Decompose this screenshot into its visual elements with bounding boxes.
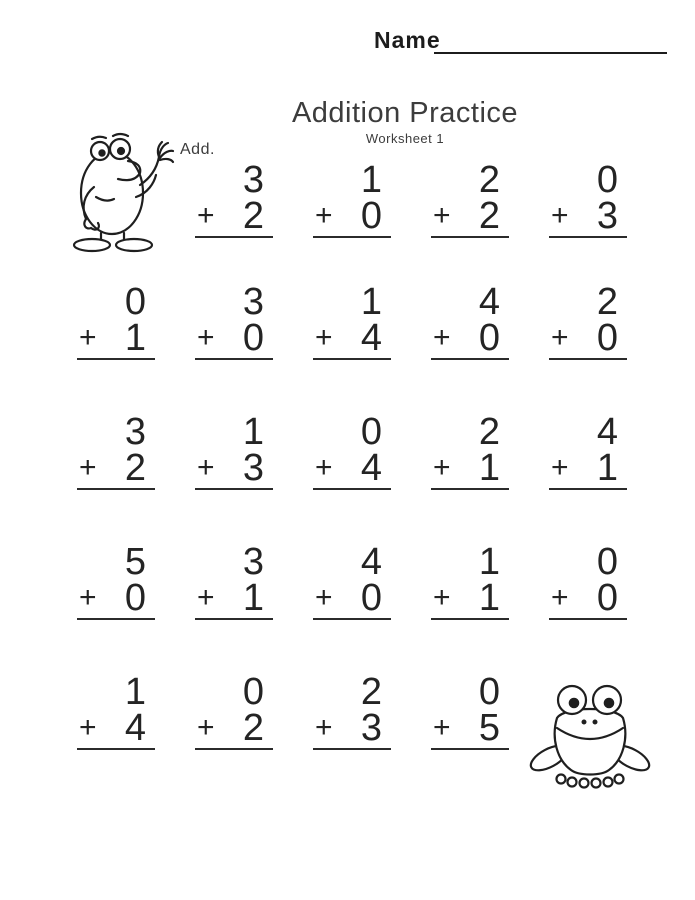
plus-sign: + <box>551 199 569 232</box>
addition-problem <box>549 281 627 360</box>
plus-sign: + <box>315 711 333 744</box>
bottom-addend-row <box>195 195 273 237</box>
bottom-addend: 4 <box>360 317 382 359</box>
bottom-addend-row <box>313 447 391 489</box>
top-addend: 0 <box>478 671 500 713</box>
top-addend: 3 <box>242 281 264 323</box>
addition-problem <box>77 541 155 620</box>
top-addend: 5 <box>124 541 146 583</box>
bottom-addend: 2 <box>242 195 264 237</box>
bottom-addend-row <box>431 707 509 749</box>
bottom-addend-row <box>431 447 509 489</box>
addition-problem <box>549 541 627 620</box>
plus-sign: + <box>315 321 333 354</box>
addition-problem <box>195 159 273 238</box>
addition-problem <box>195 411 273 490</box>
plus-sign: + <box>433 321 451 354</box>
plus-sign: + <box>197 451 215 484</box>
bottom-addend: 3 <box>242 447 264 489</box>
plus-sign: + <box>197 711 215 744</box>
bottom-addend: 2 <box>124 447 146 489</box>
bottom-addend-row <box>549 195 627 237</box>
bottom-addend: 0 <box>360 195 382 237</box>
addition-problem <box>549 159 627 238</box>
bottom-addend: 1 <box>478 447 500 489</box>
addition-problem <box>313 159 391 238</box>
plus-sign: + <box>79 581 97 614</box>
page-subtitle: Worksheet 1 <box>365 131 445 146</box>
page-title: Addition Practice <box>291 97 519 129</box>
top-addend: 2 <box>360 671 382 713</box>
addition-problem <box>549 411 627 490</box>
plus-sign: + <box>79 451 97 484</box>
bottom-addend: 3 <box>360 707 382 749</box>
bottom-addend: 2 <box>478 195 500 237</box>
bottom-addend: 1 <box>478 577 500 619</box>
plus-sign: + <box>551 581 569 614</box>
bottom-addend-row <box>313 195 391 237</box>
plus-sign: + <box>197 199 215 232</box>
bottom-addend-row <box>77 447 155 489</box>
addition-problem <box>195 671 273 750</box>
top-addend: 3 <box>242 541 264 583</box>
addition-problem <box>431 159 509 238</box>
top-addend: 4 <box>360 541 382 583</box>
bottom-addend: 5 <box>478 707 500 749</box>
addition-problem <box>313 281 391 360</box>
addition-problem <box>431 281 509 360</box>
top-addend: 3 <box>124 411 146 453</box>
top-addend: 0 <box>124 281 146 323</box>
plus-sign: + <box>197 581 215 614</box>
name-label: Name <box>374 27 441 53</box>
addition-problem <box>313 411 391 490</box>
plus-sign: + <box>315 451 333 484</box>
bottom-addend-row <box>549 317 627 359</box>
bottom-addend-row <box>313 317 391 359</box>
top-addend: 4 <box>478 281 500 323</box>
plus-sign: + <box>433 581 451 614</box>
top-addend: 1 <box>360 281 382 323</box>
plus-sign: + <box>79 321 97 354</box>
plus-sign: + <box>551 321 569 354</box>
bottom-addend: 0 <box>478 317 500 359</box>
bottom-addend-row <box>431 195 509 237</box>
top-addend: 0 <box>596 159 618 201</box>
bottom-addend: 0 <box>124 577 146 619</box>
plus-sign: + <box>197 321 215 354</box>
plus-sign: + <box>79 711 97 744</box>
plus-sign: + <box>551 451 569 484</box>
top-addend: 2 <box>478 411 500 453</box>
bottom-addend: 1 <box>124 317 146 359</box>
addition-problem <box>195 281 273 360</box>
bottom-addend-row <box>549 577 627 619</box>
addition-problem <box>77 281 155 360</box>
bottom-addend-row <box>313 577 391 619</box>
plus-sign: + <box>315 199 333 232</box>
bottom-addend-row <box>77 577 155 619</box>
instruction-label: Add. <box>180 141 215 158</box>
bottom-addend: 0 <box>596 317 618 359</box>
plus-sign: + <box>433 711 451 744</box>
plus-sign: + <box>433 451 451 484</box>
bottom-addend-row <box>195 577 273 619</box>
top-addend: 0 <box>242 671 264 713</box>
top-addend: 3 <box>242 159 264 201</box>
bottom-addend: 4 <box>360 447 382 489</box>
bottom-addend-row <box>77 317 155 359</box>
bottom-addend: 3 <box>596 195 618 237</box>
bottom-addend-row <box>431 577 509 619</box>
top-addend: 0 <box>596 541 618 583</box>
addition-problem <box>77 411 155 490</box>
bottom-addend-row <box>195 317 273 359</box>
bottom-addend-row <box>549 447 627 489</box>
addition-problem <box>313 671 391 750</box>
bottom-addend: 0 <box>242 317 264 359</box>
bottom-addend-row <box>195 707 273 749</box>
top-addend: 4 <box>596 411 618 453</box>
bottom-addend: 0 <box>596 577 618 619</box>
bottom-addend: 0 <box>360 577 382 619</box>
plus-sign: + <box>433 199 451 232</box>
bottom-addend-row <box>195 447 273 489</box>
addition-problem <box>431 671 509 750</box>
top-addend: 1 <box>124 671 146 713</box>
top-addend: 1 <box>360 159 382 201</box>
bottom-addend-row <box>77 707 155 749</box>
bottom-addend-row <box>313 707 391 749</box>
top-addend: 2 <box>478 159 500 201</box>
bottom-addend: 1 <box>242 577 264 619</box>
addition-problem <box>313 541 391 620</box>
top-addend: 2 <box>596 281 618 323</box>
addition-problem <box>431 411 509 490</box>
addition-problem <box>77 671 155 750</box>
addition-problem <box>195 541 273 620</box>
top-addend: 1 <box>478 541 500 583</box>
top-addend: 0 <box>360 411 382 453</box>
bottom-addend-row <box>431 317 509 359</box>
bottom-addend: 2 <box>242 707 264 749</box>
plus-sign: + <box>315 581 333 614</box>
top-addend: 1 <box>242 411 264 453</box>
bottom-addend: 1 <box>596 447 618 489</box>
addition-problem <box>431 541 509 620</box>
bottom-addend: 4 <box>124 707 146 749</box>
